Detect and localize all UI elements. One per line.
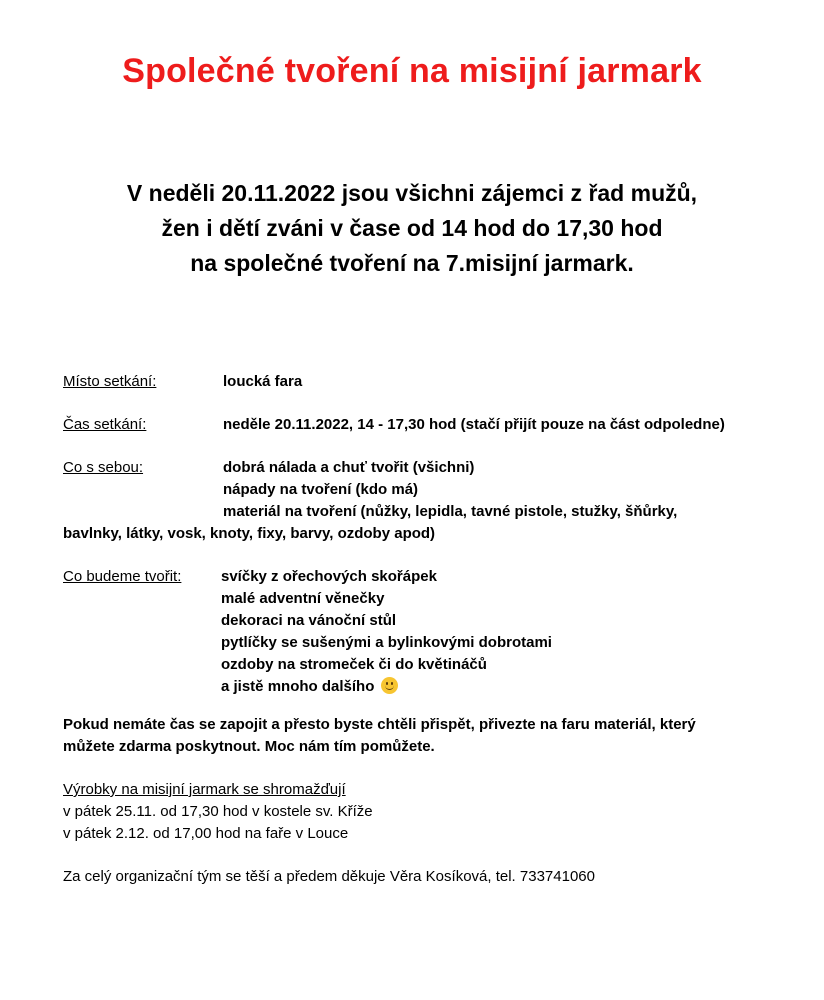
create-item: ozdoby na stromeček či do květináčů [221,656,487,673]
create-item: dekoraci na vánoční stůl [221,612,397,629]
bring-item-continuation: bavlnky, látky, vosk, knoty, fixy, barvy, ozdoby apod) [63,525,436,542]
intro-line: na společné tvoření na 7.misijní jarmark. [190,250,634,276]
collection-heading: Výrobky na misijní jarmark se shromažďují [63,781,346,798]
intro-line: žen i dětí zváni v čase od 14 hod do 17,30 hod [161,215,663,241]
place-label: Místo setkání: [63,373,157,390]
note-line: můžete zdarma poskytnout. Moc nám tím pomůžete. [63,738,435,755]
time-label: Čas setkání: [63,416,147,433]
bring-item: dobrá nálada a chuť tvořit (všichni) [223,459,475,476]
create-item: malé adventní věnečky [221,590,385,607]
collection-line: v pátek 2.12. od 17,00 hod na faře v Louce [63,825,349,842]
collection-line: v pátek 25.11. od 17,30 hod v kostele sv. Kříže [63,803,373,820]
create-section [63,566,803,698]
note-line: Pokud nemáte čas se zapojit a přesto byste chtěli přispět, přivezte na faru materiál, který [63,716,696,733]
bring-label: Co s sebou: [63,459,144,476]
collection-section [63,779,803,845]
place-section [63,371,803,393]
create-item: pytlíčky se sušenými a bylinkovými dobrotami [221,634,552,651]
intro-block [0,176,824,281]
create-item: a jistě mnoho dalšího [221,678,375,695]
bring-item: materiál na tvoření (nůžky, lepidla, tavné pistole, stužky, šňůrky, [223,503,678,520]
closing-line: Za celý organizační tým se těší a předem děkuje Věra Kosíková, tel. 733741060 [63,868,595,885]
bring-section [63,457,803,545]
smiley-icon [381,677,398,694]
create-item: svíčky z ořechových skořápek [221,568,437,585]
bring-item: nápady na tvoření (kdo má) [223,481,419,498]
create-label: Co budeme tvořit: [63,568,182,585]
place-value: loucká fara [223,373,303,390]
time-section [63,414,803,436]
time-value: neděle 20.11.2022, 14 - 17,30 hod (stačí přijít pouze na část odpoledne) [223,416,725,433]
intro-line: V neděli 20.11.2022 jsou všichni zájemci z řad mužů, [126,180,698,206]
page-title: Společné tvoření na misijní jarmark [122,52,702,90]
create-item-last [63,676,803,698]
note-section [63,714,803,758]
